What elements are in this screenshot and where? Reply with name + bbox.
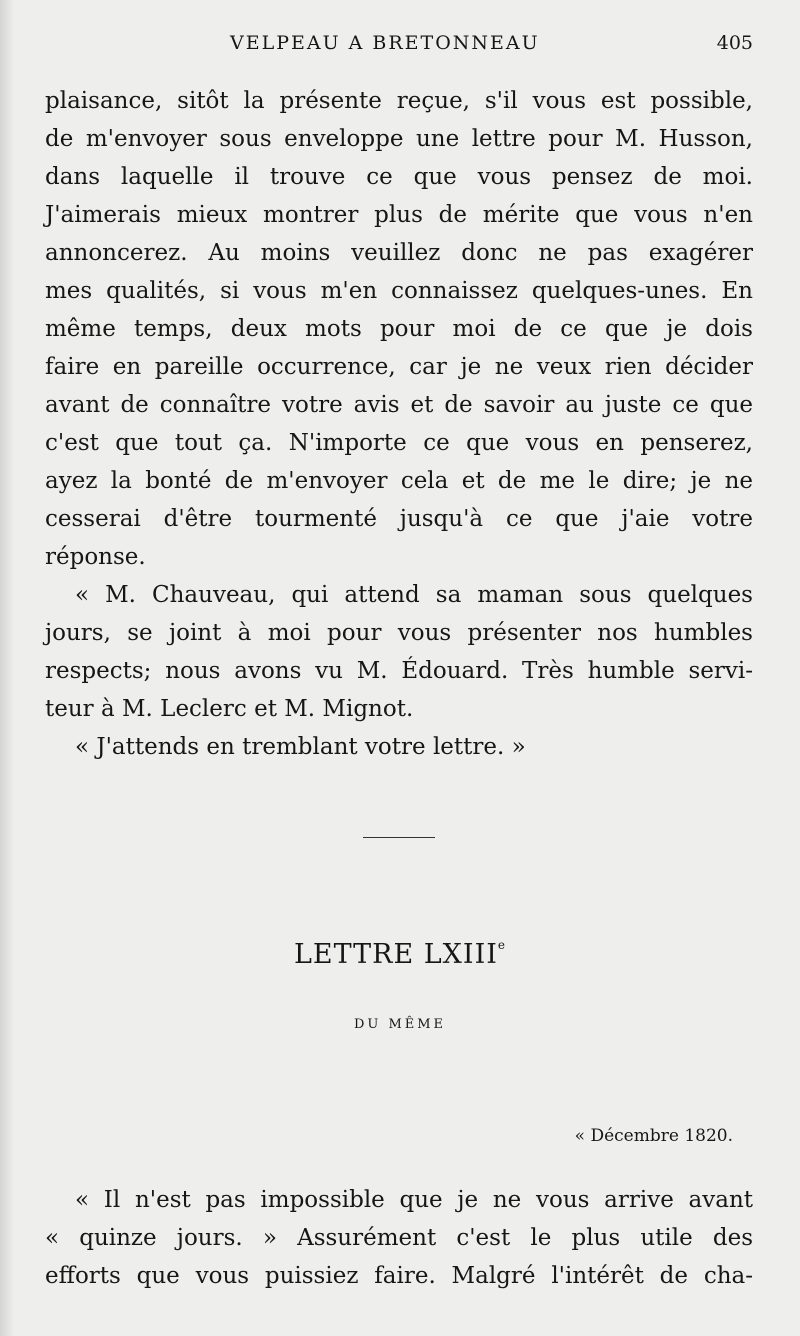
text-line: cesserai d'être tourmenté jusqu'à ce que j'aie votre (45, 506, 753, 532)
text-line: « Il n'est pas impossible que je ne vous arrive avant (75, 1187, 753, 1213)
text-line: même temps, deux mots pour moi de ce que je dois (45, 316, 753, 342)
running-title: VELPEAU A BRETONNEAU (230, 32, 540, 54)
text-line: plaisance, sitôt la présente reçue, s'il vous est possible, (45, 88, 753, 114)
page-edge-shadow (0, 0, 14, 1336)
letter-title-text: LETTRE LXIII (293, 939, 498, 970)
text-line: jours, se joint à moi pour vous présenter nos humbles (45, 620, 753, 646)
text-line: c'est que tout ça. N'importe ce que vous en penserez, (45, 430, 753, 456)
section-divider (363, 837, 435, 838)
text-line: « J'attends en tremblant votre lettre. » (75, 734, 526, 760)
text-line: ayez la bonté de m'envoyer cela et de me le dire; je ne (45, 468, 753, 494)
letter-subtitle: DU MÊME (353, 1017, 447, 1032)
text-line: annoncerez. Au moins veuillez donc ne pas exagérer (45, 240, 753, 266)
text-line: J'aimerais mieux montrer plus de mérite que vous n'en (45, 202, 753, 228)
text-line: faire en pareille occurrence, car je ne veux rien décider (45, 354, 753, 380)
text-line: réponse. (45, 544, 146, 570)
letter-title-superscript: e (497, 938, 507, 952)
text-line: de m'envoyer sous enveloppe une lettre pour M. Husson, (45, 126, 753, 152)
text-line: respects; nous avons vu M. Édouard. Très humble servi- (45, 658, 753, 684)
text-line: avant de connaître votre avis et de savoir au juste ce que (45, 392, 753, 418)
page-header (45, 32, 753, 62)
text-line: « M. Chauveau, qui attend sa maman sous quelques (75, 582, 753, 608)
letter-date: « Décembre 1820. (574, 1126, 733, 1146)
text-line: teur à M. Leclerc et M. Mignot. (45, 696, 414, 722)
text-line: efforts que vous puissiez faire. Malgré l'intérêt de cha- (45, 1263, 753, 1289)
page-number: 405 (716, 32, 753, 54)
text-line: « quinze jours. » Assurément c'est le plus utile des (45, 1225, 753, 1251)
text-line: mes qualités, si vous m'en connaissez quelques-unes. En (45, 278, 753, 304)
text-line: dans laquelle il trouve ce que vous pensez de moi. (45, 164, 753, 190)
letter-title (0, 938, 800, 970)
